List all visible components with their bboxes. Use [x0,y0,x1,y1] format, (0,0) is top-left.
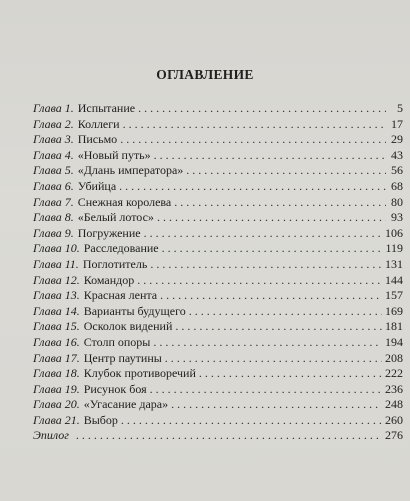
dot-leader [174,195,386,211]
dot-leader [76,428,382,444]
toc-entry-page: 208 [385,350,403,365]
toc-entry-name: Расследование [83,241,159,256]
dot-leader [153,335,382,351]
toc-entry-name: Снежная королева [77,194,172,209]
toc-entry-name: Осколок видений [83,319,173,334]
toc-entry-label: Глава 12. [33,272,80,287]
toc-entry-page: 248 [385,397,403,412]
toc-entry-label: Эпилог [33,428,69,443]
toc-entry-label: Глава 11. [33,256,79,271]
toc-entry-name: Коллеги [77,116,120,131]
toc-entry-page: 222 [385,366,403,381]
toc-entry-name: Командор [83,272,135,287]
toc-entry [33,273,403,289]
toc-entry-page: 260 [385,412,403,427]
toc-entry [33,241,403,257]
toc-entry-label: Глава 20. [33,397,80,412]
toc-entry-page: 119 [385,241,403,256]
toc-entry-page: 56 [391,163,403,178]
toc-entry [33,101,403,117]
toc-entry [33,210,403,226]
toc-entry [33,428,403,444]
toc-entry-page: 181 [385,319,403,334]
toc-entry-label: Глава 10. [33,241,80,256]
toc-entry-label: Глава 3. [33,132,74,147]
dot-leader [189,304,382,320]
toc-entry-label: Глава 18. [33,366,80,381]
toc-entry [33,413,403,429]
toc-entry-page: 29 [391,132,403,147]
toc-entry-page: 169 [385,303,403,318]
toc-entry-page: 157 [385,288,403,303]
toc-entry-label: Глава 16. [33,334,80,349]
toc-entry-name: Погружение [77,225,141,240]
toc-entry-label: Глава 7. [33,194,74,209]
toc-entry [33,319,403,335]
toc-entry-label: Глава 4. [33,147,74,162]
toc-entry [33,195,403,211]
toc-entry-page: 236 [385,381,403,396]
toc-entry [33,366,403,382]
dot-leader [154,148,386,164]
toc-entry-page: 144 [385,272,403,287]
dot-leader [150,382,382,398]
toc-entry [33,117,403,133]
dot-leader [199,366,382,382]
dot-leader [150,257,382,273]
toc-entry-name: Выбор [83,412,118,427]
toc-entry [33,382,403,398]
toc-entry-name: Красная лента [83,288,158,303]
toc-entry-page: 43 [391,147,403,162]
toc-entry-label: Глава 5. [33,163,74,178]
toc-entry-label: Глава 21. [33,412,80,427]
toc-entry [33,351,403,367]
toc-entry-name: Центр паутины [83,350,162,365]
toc-entry-name: Испытание [77,101,136,115]
toc-entry-page: 80 [391,194,403,209]
toc-entry [33,288,403,304]
toc-entry-page: 17 [391,116,403,131]
toc-entry-label: Глава 2. [33,116,74,131]
toc-entry [33,132,403,148]
dot-leader [171,397,382,413]
toc-entry [33,226,403,242]
toc-entry-label: Глава 17. [33,350,80,365]
toc-entry-label: Глава 14. [33,303,80,318]
toc-entry [33,257,403,273]
toc-entry-name: Варианты будущего [83,303,186,318]
toc-entry-label: Глава 13. [33,288,80,303]
dot-leader [162,241,383,257]
toc-entry [33,335,403,351]
toc-entry-name: Письмо [77,132,118,147]
toc-entry-name: Столп опоры [83,334,151,349]
dot-leader [119,179,386,195]
toc-entry-page: 68 [391,178,403,193]
toc-entry-name: «Белый лотос» [77,210,154,225]
toc-entry [33,397,403,413]
toc-title: ОГЛАВЛЕНИЕ [156,67,254,82]
dot-leader [160,288,382,304]
toc-entry-page: 131 [385,256,403,271]
toc-entry-name: Убийца [77,178,117,193]
toc-entry [33,179,403,195]
toc-entry [33,163,403,179]
dot-leader [186,163,386,179]
toc-entry-name: Поглотитель [82,256,148,271]
toc-entry-name: Рисунок боя [83,381,147,396]
dot-leader [123,117,386,133]
toc-entry-page: 276 [385,428,403,443]
dot-leader [165,351,382,367]
dot-leader [120,132,386,148]
toc-entry-page: 5 [397,101,403,115]
toc-entry [33,148,403,164]
dot-leader [137,273,382,289]
dot-leader [175,319,382,335]
toc-entry-page: 106 [385,225,403,240]
toc-entry-name: «Новый путь» [77,147,151,162]
toc-entry-page: 194 [385,334,403,349]
toc-entry-page: 93 [391,210,403,225]
toc-list [33,101,403,444]
dot-leader [144,226,382,242]
toc-entry-label: Глава 9. [33,225,74,240]
toc-entry-label: Глава 19. [33,381,80,396]
toc-entry-label: Глава 8. [33,210,74,225]
toc-entry-name: Клубок противоречий [83,366,196,381]
toc-entry [33,304,403,320]
toc-entry-label: Глава 1. [33,101,74,115]
toc-entry-name: «Угасание дара» [83,397,169,412]
dot-leader [121,413,382,429]
dot-leader [138,101,386,117]
toc-entry-label: Глава 15. [33,319,80,334]
dot-leader [157,210,386,226]
toc-entry-name: «Длань императора» [77,163,184,178]
toc-entry-label: Глава 6. [33,178,74,193]
